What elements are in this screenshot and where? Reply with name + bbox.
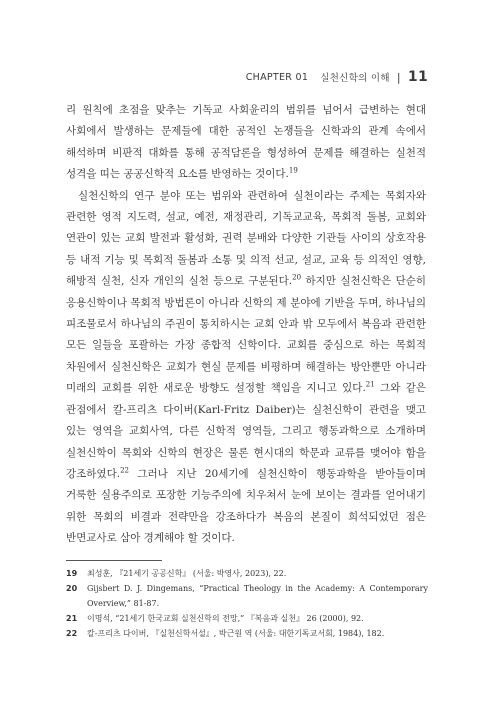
paragraph-2-text-a: 실천신학의 연구 분야 또는 범위와 관련하여 실천이라는 주제는 목회자와 관련한 영적 지도력, 설교, 예전, 재정관리, 기독교교육, 목회적 돌봄, 교회와 연관이 있는 교회 발전과 활성화, 권력 분배와 다양한 기관들 사이의 상호작용 등 내적 기능 및 목회적 돌봄과 소통 및 의적 선교, 설교, 교육 등 의적인 영향, 해방적 실천, 신자 개인의 실천 등으로 구분된다.: [66, 189, 426, 288]
footnote-number: 21: [66, 614, 78, 623]
footnote-ref-20: 20: [292, 273, 302, 282]
paragraph-1: [66, 100, 426, 186]
running-header: [246, 69, 428, 85]
chapter-title: 실천신학의 이해: [320, 73, 390, 84]
footnote-ref-22: 22: [120, 466, 129, 475]
header-separator: |: [396, 70, 401, 84]
footnote-text: Gijsbert D. J. Dingemans, “Practical Theology in the Academy: A Contemporary Overview,” 81-87.: [87, 584, 428, 608]
footnote-number: 20: [66, 584, 78, 593]
footnote-19: [66, 566, 428, 581]
footnote-21: [66, 611, 428, 626]
paragraph-2: [66, 186, 426, 550]
chapter-label: CHAPTER 01: [245, 71, 309, 83]
footnote-ref-21: 21: [365, 380, 375, 389]
footnote-text: 칼-프리츠 다이버, 『실천신학서설』, 박근원 역 (서울: 대한기독교서회, 1984), 182.: [87, 629, 385, 638]
footnote-divider: [66, 560, 162, 561]
body-text: [66, 100, 426, 550]
page-number: 11: [407, 69, 428, 85]
footnote-22: [66, 626, 428, 641]
paragraph-2-text-d: 그러나 지난 20세기에 실천신학이 행동과학을 받아들이며 거룩한 실용주의로 포장한 기능주의에 치우쳐서 눈에 보이는 결과를 얻어내기 위한 목회의 비결과 전략만을 강조하다가 복음의 본질이 희석되었던 점은 반면교사로 삼아 경계해야 할 것이다.: [66, 467, 426, 545]
footnote-20: [66, 581, 428, 611]
paragraph-2-text-b: 하지만 실천신학은 단순히 응용신학이나 목회적 방법론이 아니라 신학의 제 분야에 기반을 두며, 하나님의 피조물로서 하나님의 주권이 통치하시는 교회 안과 밖 모두에서 복음과 관련한 모든 일들을 포괄하는 가장 종합적 신학이다. 교회를 중심으로 하는 목회적 차원에서 실천신학은 교회가 현실 문제를 비평하며 해결하는 방안뿐만 아니라 미래의 교회를 위한 새로운 방향도 설정할 책임을 지니고 있다.: [66, 275, 427, 395]
footnotes: [66, 566, 428, 641]
paragraph-2-text-c: 그와 같은 관점에서 칼-프리츠 다이버(Karl-Fritz Daiber)는 실천신학이 관련을 맺고 있는 영역을 교회사역, 다른 신학적 영역들, 그리고 행동과학으로 소개하며 실천신학이 목회와 신학의 현장은 물론 현시대의 학문과 교류를 맺어야 함을 강조하였다.: [66, 382, 426, 480]
footnote-ref-19: 19: [288, 166, 298, 175]
footnote-number: 22: [66, 629, 78, 638]
paragraph-1-text: 리 원칙에 초점을 맞추는 기독교 사회윤리의 범위를 넘어서 급변하는 현대 사회에서 발생하는 문제들에 대한 공적인 논쟁들을 신학과의 관계 속에서 해석하며 비판적 대화를 통해 공적담론을 형성하여 문제를 해결하는 실천적 성격을 띠는 공공신학적 요소를 반영하는 것이다.: [66, 104, 426, 181]
footnote-text: 최성훈, 『21세기 공공신학』 (서울: 박영사, 2023), 22.: [87, 569, 287, 578]
footnote-number: 19: [66, 569, 78, 578]
footnote-text: 이명석, “21세기 한국교회 실천신학의 전망,” 『복음과 실천』 26 (2000), 92.: [87, 614, 364, 623]
